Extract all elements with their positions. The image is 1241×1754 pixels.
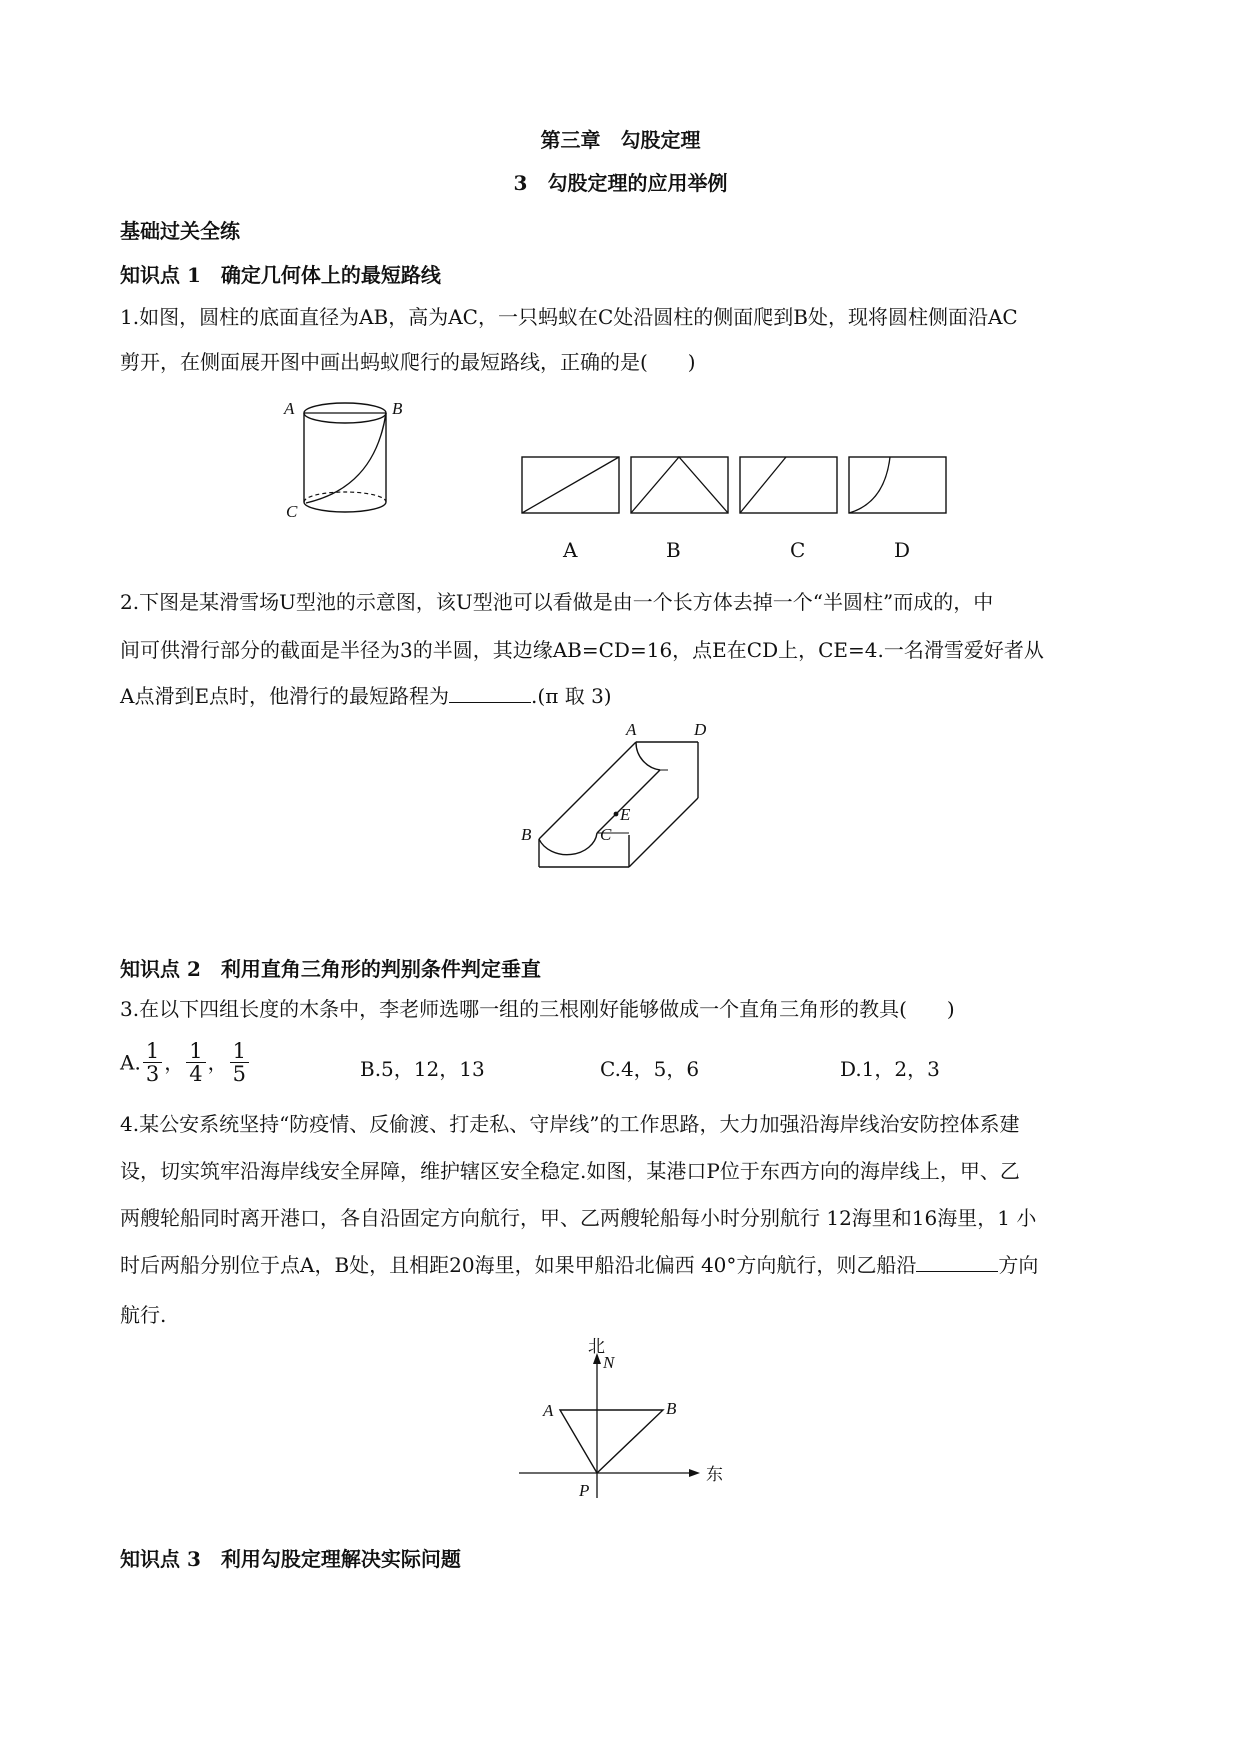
- part-heading: 基础过关全练: [120, 219, 240, 243]
- question-3-stem: 3.在以下四组长度的木条中，李老师选哪一组的三根刚好能够做成一个直角三角形的教具( ): [120, 997, 955, 1021]
- port-p-label: P: [579, 1481, 590, 1500]
- u-pool-label-d: D: [694, 720, 707, 739]
- knowledge-point-2-heading: 知识点 2 利用直角三角形的判别条件判定垂直: [120, 957, 541, 981]
- q1-option-b-label: B: [666, 538, 681, 562]
- section-title: 3 勾股定理的应用举例: [513, 171, 728, 195]
- fraction-1-3: $\frac{1}{3}$: [143, 1040, 162, 1085]
- knowledge-point-1-heading: 知识点 1 确定几何体上的最短路线: [120, 263, 441, 287]
- u-pool-label-b: B: [521, 825, 532, 844]
- question-3-option-a: A. $\frac{1}{3}$ ， $\frac{1}{4}$ ， $\frac{1}{5}$: [120, 1040, 251, 1085]
- q1-option-diagrams: [520, 455, 940, 517]
- cylinder-figure: [280, 395, 410, 530]
- question-2-line-3: A点滑到E点时，他滑行的最短路程为 .(π 取 3): [120, 684, 612, 708]
- question-4-line-3: 两艘轮船同时离开港口，各自沿固定方向航行，甲、乙两艘轮船每小时分别航行 12海里和16海里，1 小: [120, 1206, 1037, 1230]
- question-4-line-4: 时后两船分别位于点A，B处，且相距20海里，如果甲船沿北偏西 40°方向航行，则乙船沿 方向: [120, 1253, 1039, 1277]
- question-2-line-2: 间可供滑行部分的截面是半径为3的半圆，其边缘AB=CD=16，点E在CD上，CE=4.一名滑雪爱好者从: [120, 638, 1044, 662]
- chapter-title: 第三章 勾股定理: [540, 128, 701, 152]
- u-pool-label-a: A: [626, 720, 637, 739]
- fraction-1-4: $\frac{1}{4}$: [186, 1040, 205, 1085]
- ship-a-label: A: [543, 1401, 554, 1420]
- east-label: 东: [706, 1465, 723, 1484]
- q1-option-c-label: C: [790, 538, 806, 562]
- cylinder-label-c: C: [286, 502, 298, 521]
- north-label: 北: [588, 1337, 605, 1356]
- option-d-diagram: [849, 457, 946, 513]
- q1-option-d-label: D: [894, 538, 911, 562]
- ship-b-label: B: [666, 1399, 677, 1418]
- answer-blank: [449, 684, 531, 703]
- question-2-line-1: 2.下图是某滑雪场U型池的示意图，该U型池可以看做是由一个长方体去掉一个“半圆柱”而成的，中: [120, 590, 994, 614]
- option-a-diagram: [522, 457, 619, 513]
- option-c-diagram: [740, 457, 837, 513]
- cylinder-label-b: B: [392, 399, 403, 418]
- q1-option-a-label: A: [563, 538, 578, 562]
- answer-blank-direction: [916, 1253, 998, 1272]
- ship-direction-figure: [510, 1337, 750, 1505]
- knowledge-point-3-heading: 知识点 3 利用勾股定理解决实际问题: [120, 1547, 461, 1571]
- cylinder-label-a: A: [284, 399, 295, 418]
- question-3-option-c: C.4，5，6: [600, 1057, 700, 1081]
- question-1-line-2: 剪开，在侧面展开图中画出蚂蚁爬行的最短路线，正确的是( ): [120, 350, 696, 374]
- option-b-diagram: [631, 457, 728, 513]
- fraction-1-5: $\frac{1}{5}$: [230, 1040, 249, 1085]
- question-4-line-5: 航行.: [120, 1303, 167, 1327]
- question-3-option-d: D.1，2，3: [840, 1057, 940, 1081]
- question-4-line-1: 4.某公安系统坚持“防疫情、反偷渡、打走私、守岸线”的工作思路，大力加强沿海岸线治安防控体系建: [120, 1112, 1020, 1136]
- u-pool-figure: [520, 720, 720, 890]
- u-pool-label-c: C: [600, 825, 612, 844]
- question-3-option-b: B.5，12，13: [360, 1057, 485, 1081]
- north-n-label: N: [603, 1353, 615, 1372]
- question-4-line-2: 设，切实筑牢沿海岸线安全屏障，维护辖区安全稳定.如图，某港口P位于东西方向的海岸线上，甲、乙: [120, 1159, 1020, 1183]
- question-1-line-1: 1.如图，圆柱的底面直径为AB，高为AC，一只蚂蚁在C处沿圆柱的侧面爬到B处，现将圆柱侧面沿AC: [120, 305, 1018, 329]
- u-pool-label-e: E: [620, 805, 631, 824]
